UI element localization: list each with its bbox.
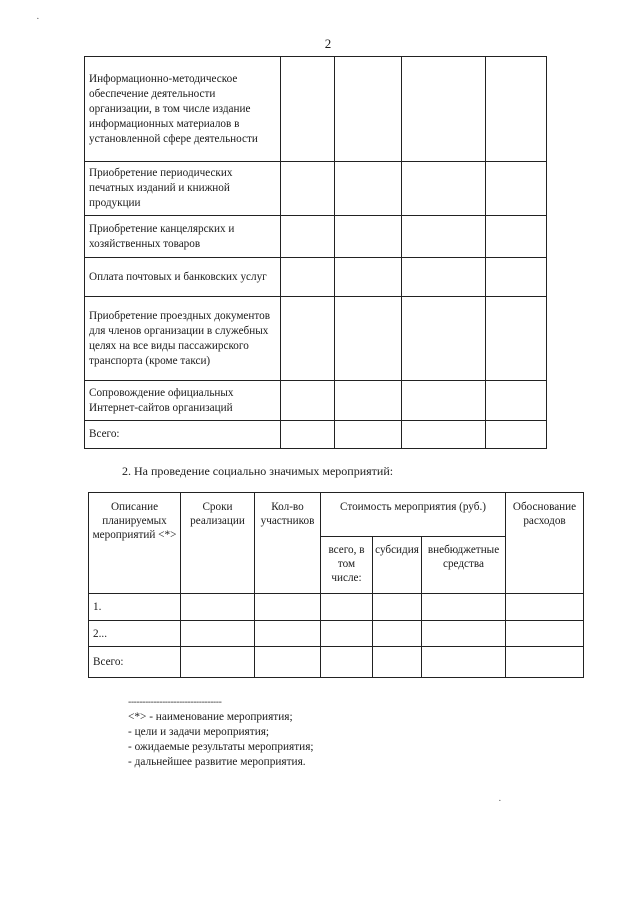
total-label: Всего: bbox=[85, 421, 281, 449]
row-number: 2... bbox=[89, 621, 181, 647]
table-row bbox=[85, 57, 547, 162]
table-row bbox=[85, 162, 547, 216]
table-row bbox=[85, 216, 547, 258]
expense-label: Приобретение канцелярских и хозяйственных товаров bbox=[85, 216, 281, 258]
expense-label: Приобретение периодических печатных изданий и книжной продукции bbox=[85, 162, 281, 216]
description-header: Описание планируемых мероприятий <*> bbox=[89, 493, 181, 594]
scan-speck: · bbox=[498, 795, 502, 807]
terms-header: Сроки реализации bbox=[181, 493, 255, 594]
total-subheader: всего, в том числе: bbox=[321, 537, 373, 594]
events-table bbox=[88, 492, 584, 678]
expense-label: Сопровождение официальных Интернет-сайтов организаций bbox=[85, 381, 281, 421]
footnote-line: - цели и задачи мероприятия; bbox=[128, 726, 270, 738]
header-row bbox=[89, 493, 584, 537]
footnotes bbox=[128, 695, 314, 770]
table-row bbox=[89, 621, 584, 647]
footnote-line: <*> - наименование мероприятия; bbox=[128, 711, 293, 723]
expense-label: Оплата почтовых и банковских услуг bbox=[85, 258, 281, 297]
extrabudget-subheader: внебюджетные средства bbox=[422, 537, 506, 594]
cost-header: Стоимость мероприятия (руб.) bbox=[321, 493, 506, 537]
scan-speck: · bbox=[36, 13, 40, 25]
footnote-line: - ожидаемые результаты мероприятия; bbox=[128, 741, 314, 753]
table-row bbox=[85, 258, 547, 297]
row-number: 1. bbox=[89, 594, 181, 621]
footnote-separator: --------------------------------- bbox=[128, 697, 222, 708]
table-row bbox=[89, 594, 584, 621]
footnote-line: - дальнейшее развитие мероприятия. bbox=[128, 756, 306, 768]
table-row bbox=[85, 297, 547, 381]
expense-label: Приобретение проездных документов для членов организации в служебных целях на все виды пассажирского транспорта (кроме такси) bbox=[85, 297, 281, 381]
justification-header: Обоснование расходов bbox=[506, 493, 584, 594]
total-label: Всего: bbox=[89, 647, 181, 678]
participants-header: Кол-во участников bbox=[255, 493, 321, 594]
expenses-table bbox=[84, 56, 547, 449]
table-row-total bbox=[85, 421, 547, 449]
expense-label: Информационно-методическое обеспечение деятельности организации, в том числе издание информационных материалов в установленной сфере деятельности bbox=[85, 57, 281, 162]
subsidy-subheader: субсидия bbox=[373, 537, 422, 594]
section-heading: 2. На проведение социально значимых мероприятий: bbox=[122, 464, 394, 478]
table-row bbox=[85, 381, 547, 421]
table-row-total bbox=[89, 647, 584, 678]
page-number: 2 bbox=[324, 36, 332, 51]
